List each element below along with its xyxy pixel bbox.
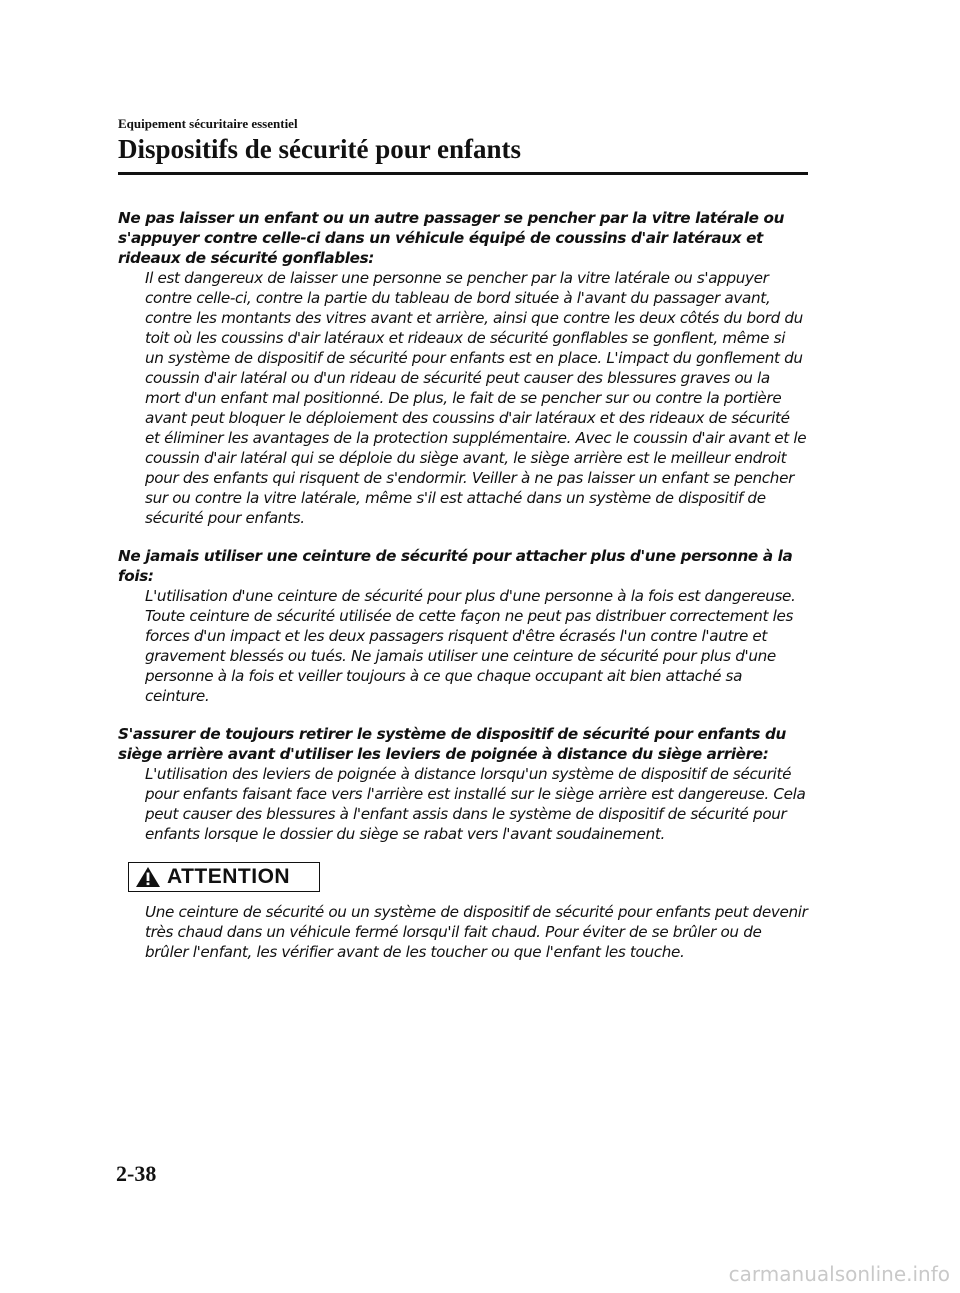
warning-triangle-icon — [135, 866, 161, 888]
warning-heading: Ne pas laisser un enfant ou un autre passager se pencher par la vitre latérale ou s'appuyer contre celle-ci dans un véhicule équipé de coussins d'air latéraux et rideaux de sécurité gonflables: — [118, 209, 785, 267]
warning-text: L'utilisation des leviers de poignée à distance lorsqu'un système de dispositif de sécurité pour enfants faisant face vers l'arrière est installé sur le siège arrière est dangereuse. Cela peut causer des blessures à l'enfant assis dans le système de dispositif de sécurité pour enfants lorsque le dossier du siège se rabat vers l'avant soudainement. — [145, 765, 806, 843]
section-label: Equipement sécuritaire essentiel — [118, 116, 298, 131]
attention-label: ATTENTION — [167, 865, 291, 888]
warning-text: L'utilisation d'une ceinture de sécurité pour plus d'une personne à la fois est dangereuse. Toute ceinture de sécurité utilisée de cette façon ne peut pas distribuer correctement les forces d'un impact et les deux passagers risquent d'être écrasés l'un contre l'autre et gravement blessés ou tués. Ne jamais utiliser une ceinture de sécurité pour plus d'une personne à la fois et veiller toujours à ce que chaque occupant ait bien attaché sa ceinture. — [145, 587, 796, 705]
warning-heading: S'assurer de toujours retirer le système de dispositif de sécurité pour enfants du siège arrière avant d'utiliser les leviers de poignée à distance du siège arrière: — [118, 725, 786, 763]
warning-block-seat-belt — [118, 546, 808, 706]
page-title: Dispositifs de sécurité pour enfants — [118, 134, 522, 164]
title-rule — [118, 172, 808, 175]
watermark: carmanualsonline.info — [728, 1262, 950, 1286]
warning-block-remote-levers — [118, 724, 808, 844]
warning-heading: Ne jamais utiliser une ceinture de sécurité pour attacher plus d'une personne à la fois: — [118, 547, 793, 585]
warning-block-side-airbags — [118, 208, 808, 528]
page-content — [118, 208, 808, 962]
attention-box — [128, 862, 320, 892]
warning-text: Il est dangereux de laisser une personne se pencher par la vitre latérale ou s'appuyer contre celle-ci, contre la partie du tableau de bord située à l'avant du passager avant, contre les montants des vitres avant et arrière, ainsi que contre les deux côtés du bord du toit où les coussins d'air latéraux et rideaux de sécurité gonflables se gonflent, même si un système de dispositif de sécurité pour enfants est en place. L'impact du gonflement du coussin d'air latéral ou d'un rideau de sécurité peut causer des blessures graves ou la mort d'un enfant mal positionné. De plus, le fait de se pencher sur ou contre la portière avant peut bloquer le déploiement des coussins d'air latéraux et des rideaux de sécurité et éliminer les avantages de la protection supplémentaire. Avec le coussin d'air avant et le coussin d'air latéral qui se déploie du siège avant, le siège arrière est le meilleur endroit pour des enfants qui risquent de s'endormir. Veiller à ne pas laisser un enfant se pencher sur ou contre la vitre latérale, même s'il est attaché dans un système de dispositif de sécurité pour enfants. — [145, 269, 807, 527]
attention-text: Une ceinture de sécurité ou un système de dispositif de sécurité pour enfants peut devenir très chaud dans un véhicule fermé lorsqu'il fait chaud. Pour éviter de se brûler ou de brûler l'enfant, les vérifier avant de les toucher ou que l'enfant les touche. — [145, 903, 808, 961]
page-number: 2-38 — [116, 1161, 157, 1186]
